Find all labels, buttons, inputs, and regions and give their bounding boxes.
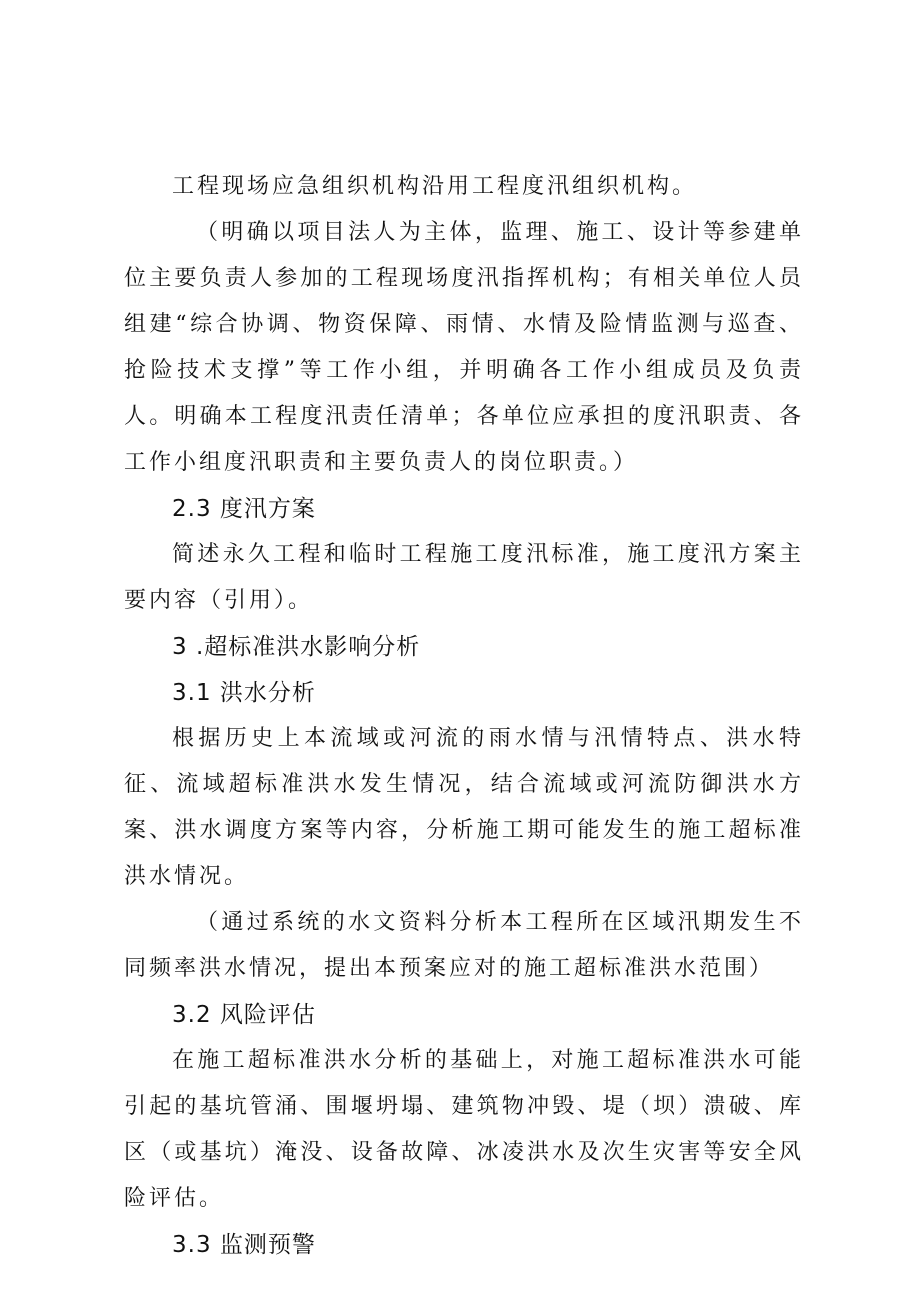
paragraph-flood-analysis: 根据历史上本流域或河流的雨水情与汛情特点、洪水特征、流域超标准洪水发生情况，结合流域或河流防御洪水方案、洪水调度方案等内容，分析施工期可能发生的施工超标准洪水情况。 (124, 726, 804, 889)
heading-3-flood-impact-analysis: 3 .超标准洪水影响分析 (172, 634, 421, 660)
paragraph-flood-plan: 简述永久工程和临时工程施工度汛标准，施工度汛方案主要内容（引用）。 (124, 542, 804, 613)
paragraph-organization-note: （明确以项目法人为主体，监理、施工、设计等参建单位主要负责人参加的工程现场度汛指挥机构；有相关单位人员组建“综合协调、物资保障、雨情、水情及险情监测与巡查、抢险技术支撑”等工作小组，并明确各工作小组成员及负责人。明确本工程度汛责任清单；各单位应承担的度汛职责、各工作小组度汛职责和主要负责人的岗位职责。） (124, 220, 804, 475)
document-body (124, 164, 804, 1268)
heading-3-1-flood-analysis: 3.1 洪水分析 (172, 680, 316, 706)
paragraph-organization: 工程现场应急组织机构沿用工程度汛组织机构。 (172, 174, 698, 199)
heading-3-2-risk-assessment: 3.2 风险评估 (172, 1002, 316, 1028)
paragraph-flood-analysis-note: （通过系统的水文资料分析本工程所在区域汛期发生不同频率洪水情况，提出本预案应对的施工超标准洪水范围） (124, 910, 804, 981)
paragraph-risk-assessment: 在施工超标准洪水分析的基础上，对施工超标准洪水可能引起的基坑管涌、围堰坍塌、建筑物冲毁、堤（坝）溃破、库区（或基坑）淹没、设备故障、冰凌洪水及次生灾害等安全风险评估。 (124, 1048, 804, 1211)
heading-2-3-flood-plan: 2.3 度汛方案 (172, 496, 316, 522)
heading-3-3-monitoring-warning: 3.3 监测预警 (172, 1232, 316, 1258)
